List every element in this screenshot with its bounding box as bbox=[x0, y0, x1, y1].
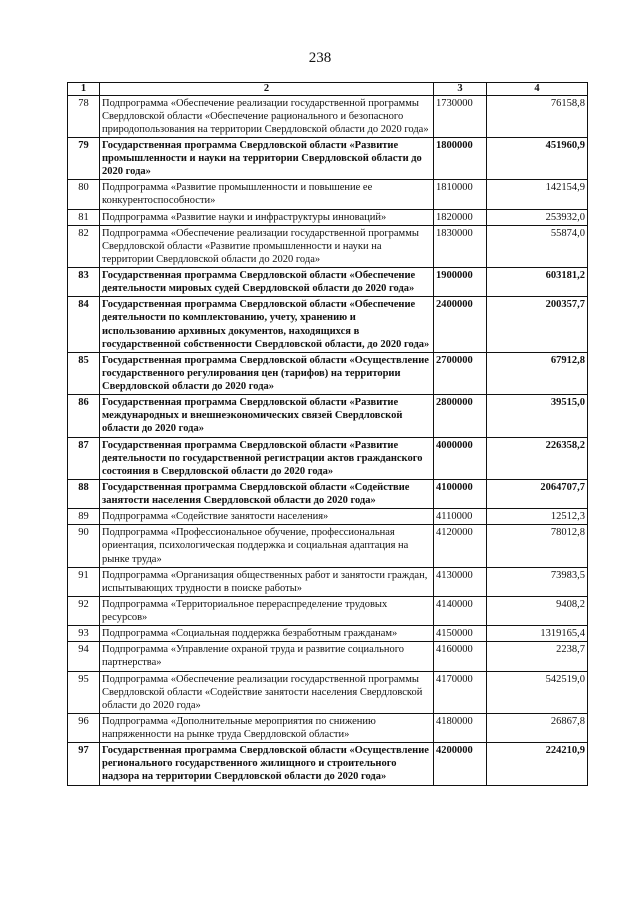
row-amount-cell: 78012,8 bbox=[487, 525, 588, 567]
row-name-cell: Государственная программа Свердловской области «Обеспечение деятельности по комплектованию, учету, хранению и использованию архивных документов, находящихся в государственной собственности Свердловской области, до 2020 года» bbox=[100, 297, 434, 353]
table-row bbox=[68, 225, 588, 267]
row-number-cell: 88 bbox=[68, 479, 100, 508]
table-row bbox=[68, 180, 588, 209]
table-row bbox=[68, 437, 588, 479]
row-code-cell: 4110000 bbox=[434, 509, 487, 525]
row-amount-cell: 67912,8 bbox=[487, 352, 588, 394]
header-cell-code: 3 bbox=[434, 83, 487, 96]
row-number-cell: 92 bbox=[68, 596, 100, 625]
table-row bbox=[68, 509, 588, 525]
row-amount-cell: 9408,2 bbox=[487, 596, 588, 625]
table-row bbox=[68, 596, 588, 625]
row-name-cell: Подпрограмма «Дополнительные мероприятия по снижению напряженности на рынке труда Свердловской области» bbox=[100, 713, 434, 742]
table-row bbox=[68, 395, 588, 437]
row-name-cell: Государственная программа Свердловской области «Развитие промышленности и науки на территории Свердловской области до 2020 года» bbox=[100, 137, 434, 179]
row-amount-cell: 1319165,4 bbox=[487, 626, 588, 642]
row-number-cell: 82 bbox=[68, 225, 100, 267]
table-header-row bbox=[68, 83, 588, 96]
row-code-cell: 4000000 bbox=[434, 437, 487, 479]
row-code-cell: 1810000 bbox=[434, 180, 487, 209]
row-code-cell: 4170000 bbox=[434, 671, 487, 713]
row-code-cell: 2400000 bbox=[434, 297, 487, 353]
row-number-cell: 91 bbox=[68, 567, 100, 596]
table-row bbox=[68, 95, 588, 137]
row-name-cell: Государственная программа Свердловской области «Содействие занятости населения Свердловской области до 2020 года» bbox=[100, 479, 434, 508]
table-row bbox=[68, 671, 588, 713]
row-name-cell: Подпрограмма «Организация общественных работ и занятости граждан, испытывающих трудности в поиске работы» bbox=[100, 567, 434, 596]
row-name-cell: Подпрограмма «Содействие занятости населения» bbox=[100, 509, 434, 525]
row-name-cell: Подпрограмма «Социальная поддержка безработным гражданам» bbox=[100, 626, 434, 642]
row-number-cell: 89 bbox=[68, 509, 100, 525]
row-code-cell: 1800000 bbox=[434, 137, 487, 179]
row-name-cell: Подпрограмма «Развитие промышленности и повышение ее конкурентоспособности» bbox=[100, 180, 434, 209]
row-amount-cell: 2064707,7 bbox=[487, 479, 588, 508]
row-amount-cell: 55874,0 bbox=[487, 225, 588, 267]
table-row bbox=[68, 642, 588, 671]
page-number: 238 bbox=[308, 50, 332, 66]
budget-table bbox=[67, 82, 588, 786]
row-amount-cell: 76158,8 bbox=[487, 95, 588, 137]
row-code-cell: 4150000 bbox=[434, 626, 487, 642]
row-amount-cell: 142154,9 bbox=[487, 180, 588, 209]
row-name-cell: Государственная программа Свердловской области «Развитие деятельности по государственной регистрации актов гражданского состояния в Свердловской области до 2020 года» bbox=[100, 437, 434, 479]
row-number-cell: 94 bbox=[68, 642, 100, 671]
row-code-cell: 4140000 bbox=[434, 596, 487, 625]
row-name-cell: Государственная программа Свердловской области «Осуществление регионального государственного жилищного и строительного надзора на территории Свердловской области до 2020 года» bbox=[100, 743, 434, 785]
table-row bbox=[68, 209, 588, 225]
row-code-cell: 1830000 bbox=[434, 225, 487, 267]
row-amount-cell: 200357,7 bbox=[487, 297, 588, 353]
header-cell-number: 1 bbox=[68, 83, 100, 96]
table-row bbox=[68, 567, 588, 596]
table-row bbox=[68, 479, 588, 508]
row-number-cell: 97 bbox=[68, 743, 100, 785]
row-number-cell: 84 bbox=[68, 297, 100, 353]
row-number-cell: 90 bbox=[68, 525, 100, 567]
row-code-cell: 2800000 bbox=[434, 395, 487, 437]
row-name-cell: Подпрограмма «Обеспечение реализации государственной программы Свердловской области «Развитие промышленности и науки на территории Свердловской области до 2020 года» bbox=[100, 225, 434, 267]
row-name-cell: Подпрограмма «Территориальное перераспределение трудовых ресурсов» bbox=[100, 596, 434, 625]
table-row bbox=[68, 743, 588, 785]
row-amount-cell: 224210,9 bbox=[487, 743, 588, 785]
row-name-cell: Государственная программа Свердловской области «Развитие международных и внешнеэкономических связей Свердловской области до 2020 года» bbox=[100, 395, 434, 437]
row-name-cell: Подпрограмма «Профессиональное обучение, профессиональная ориентация, психологическая поддержка и социальная адаптация на рынке труда» bbox=[100, 525, 434, 567]
row-number-cell: 79 bbox=[68, 137, 100, 179]
row-amount-cell: 12512,3 bbox=[487, 509, 588, 525]
row-code-cell: 1820000 bbox=[434, 209, 487, 225]
table-row bbox=[68, 525, 588, 567]
row-amount-cell: 73983,5 bbox=[487, 567, 588, 596]
row-number-cell: 86 bbox=[68, 395, 100, 437]
row-amount-cell: 226358,2 bbox=[487, 437, 588, 479]
row-name-cell: Государственная программа Свердловской области «Обеспечение деятельности мировых судей Свердловской области до 2020 года» bbox=[100, 268, 434, 297]
row-code-cell: 4200000 bbox=[434, 743, 487, 785]
row-name-cell: Подпрограмма «Развитие науки и инфраструктуры инноваций» bbox=[100, 209, 434, 225]
row-code-cell: 4130000 bbox=[434, 567, 487, 596]
row-code-cell: 4120000 bbox=[434, 525, 487, 567]
row-code-cell: 4160000 bbox=[434, 642, 487, 671]
header-cell-amount: 4 bbox=[487, 83, 588, 96]
row-code-cell: 1900000 bbox=[434, 268, 487, 297]
table-row bbox=[68, 268, 588, 297]
row-amount-cell: 603181,2 bbox=[487, 268, 588, 297]
row-amount-cell: 26867,8 bbox=[487, 713, 588, 742]
row-number-cell: 78 bbox=[68, 95, 100, 137]
table-row bbox=[68, 626, 588, 642]
row-number-cell: 85 bbox=[68, 352, 100, 394]
row-number-cell: 80 bbox=[68, 180, 100, 209]
row-number-cell: 81 bbox=[68, 209, 100, 225]
row-code-cell: 4180000 bbox=[434, 713, 487, 742]
row-number-cell: 96 bbox=[68, 713, 100, 742]
row-number-cell: 83 bbox=[68, 268, 100, 297]
row-number-cell: 93 bbox=[68, 626, 100, 642]
table-row bbox=[68, 713, 588, 742]
header-cell-name: 2 bbox=[100, 83, 434, 96]
row-amount-cell: 39515,0 bbox=[487, 395, 588, 437]
row-amount-cell: 253932,0 bbox=[487, 209, 588, 225]
row-amount-cell: 451960,9 bbox=[487, 137, 588, 179]
row-number-cell: 87 bbox=[68, 437, 100, 479]
row-amount-cell: 542519,0 bbox=[487, 671, 588, 713]
row-name-cell: Государственная программа Свердловской области «Осуществление государственного регулирования цен (тарифов) на территории Свердловской области до 2020 года» bbox=[100, 352, 434, 394]
row-name-cell: Подпрограмма «Обеспечение реализации государственной программы Свердловской области «Содействие занятости населения Свердловской области до 2020 года» bbox=[100, 671, 434, 713]
table-row bbox=[68, 137, 588, 179]
row-amount-cell: 2238,7 bbox=[487, 642, 588, 671]
table-row bbox=[68, 352, 588, 394]
row-number-cell: 95 bbox=[68, 671, 100, 713]
row-code-cell: 4100000 bbox=[434, 479, 487, 508]
row-code-cell: 2700000 bbox=[434, 352, 487, 394]
row-code-cell: 1730000 bbox=[434, 95, 487, 137]
table-row bbox=[68, 297, 588, 353]
row-name-cell: Подпрограмма «Управление охраной труда и развитие социального партнерства» bbox=[100, 642, 434, 671]
row-name-cell: Подпрограмма «Обеспечение реализации государственной программы Свердловской области «Обеспечение рационального и безопасного природопользования на территории Свердловской области до 2020 года» bbox=[100, 95, 434, 137]
